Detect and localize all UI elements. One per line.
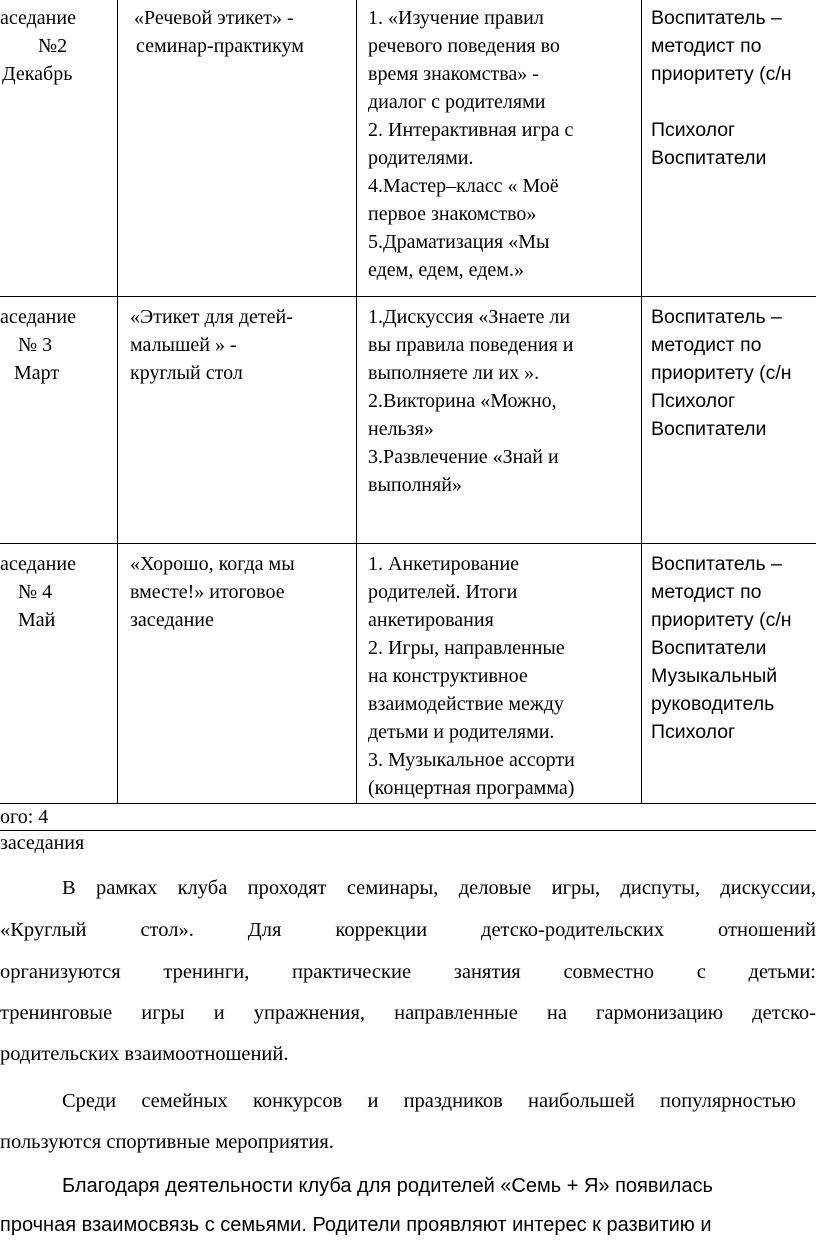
paragraph-line: прочная взаимосвязь с семьями. Родители проявляют интерес к развитию и	[0, 1214, 712, 1236]
table-divider	[356, 0, 357, 803]
meeting-line: № 3	[18, 334, 53, 356]
meeting-cell	[0, 4, 110, 88]
content-line: диалог с родителями	[368, 91, 546, 113]
responsible-cell	[651, 4, 816, 172]
paragraph-line: родительских взаимоотношений.	[0, 1043, 289, 1065]
table-total: ого: 4 заседания	[0, 806, 85, 854]
responsible-cell	[651, 303, 816, 443]
content-line: 3. Музыкальное ассорти	[368, 749, 575, 771]
table-divider	[0, 830, 816, 831]
topic-line: «Этикет для детей-	[130, 306, 293, 328]
content-line: 1. «Изучение правил	[368, 7, 544, 29]
meeting-cell	[0, 550, 110, 634]
responsible-line: Воспитатели	[651, 147, 767, 169]
topic-line: круглый стол	[130, 362, 243, 384]
content-line: первое знакомство»	[368, 203, 537, 225]
content-cell	[368, 550, 630, 802]
content-line: выполняй»	[368, 474, 462, 496]
content-line: (концертная программа)	[368, 777, 575, 799]
responsible-line: Музыкальный	[651, 665, 778, 687]
responsible-line: Психолог	[651, 390, 736, 412]
responsible-line: приоритету (с/н	[651, 63, 792, 85]
paragraph-line: организуются тренинги, практические занятия совместно с детьми:	[0, 961, 816, 983]
content-line: нельзя»	[368, 418, 434, 440]
content-line: едем, едем, едем.»	[368, 259, 524, 281]
paragraph-line: В рамках клуба проходят семинары, деловые игры, диспуты, дискуссии,	[62, 877, 816, 899]
paragraph-line: тренинговые игры и упражнения, направленные на гармонизацию детско-	[0, 1002, 816, 1024]
content-cell	[368, 303, 630, 499]
paragraph-line: Благодаря деятельности клуба для родителей «Семь + Я» появилась	[62, 1175, 713, 1197]
meeting-line: аседание	[0, 553, 76, 575]
content-line: выполняете ли их ».	[368, 362, 540, 384]
responsible-line: Воспитатели	[651, 637, 767, 659]
responsible-line: методист по	[651, 334, 762, 356]
topic-cell	[130, 4, 340, 60]
responsible-line: Воспитатели	[651, 418, 767, 440]
meeting-line: №2	[38, 35, 68, 57]
topic-line: заседание	[130, 609, 214, 631]
responsible-line: Психолог	[651, 721, 736, 743]
responsible-line: методист по	[651, 581, 762, 603]
responsible-line: приоритету (с/н	[651, 362, 792, 384]
content-line: 1.Дискуссия «Знаете ли	[368, 306, 571, 328]
content-line: 1. Анкетирование	[368, 553, 520, 575]
content-line: 2. Игры, направленные	[368, 637, 565, 659]
responsible-line	[651, 88, 816, 116]
paragraph-line: пользуются спортивные мероприятия.	[0, 1131, 334, 1153]
responsible-line: приоритету (с/н	[651, 609, 792, 631]
content-cell	[368, 4, 630, 284]
meeting-line: Март	[14, 362, 60, 384]
content-line: детьми и родителями.	[368, 721, 555, 743]
responsible-line: Воспитатель –	[651, 553, 782, 575]
content-line: 5.Драматизация «Мы	[368, 231, 550, 253]
table-divider	[0, 543, 816, 544]
meeting-line: аседание	[0, 7, 76, 29]
topic-line: «Хорошо, когда мы	[130, 553, 295, 575]
responsible-line: Воспитатель –	[651, 7, 782, 29]
content-line: 2. Интерактивная игра с	[368, 119, 574, 141]
responsible-line: Воспитатель –	[651, 306, 782, 328]
meeting-line: № 4	[18, 581, 53, 603]
responsible-line: Психолог	[651, 119, 736, 141]
content-line: время знакомства» -	[368, 63, 539, 85]
table-divider	[0, 296, 816, 297]
table-divider	[117, 0, 118, 803]
content-line: 4.Мастер–класс « Моё	[368, 175, 559, 197]
content-line: вы правила поведения и	[368, 334, 574, 356]
topic-line: малышей » -	[130, 334, 237, 356]
table-divider	[641, 0, 642, 803]
content-line: 3.Развлечение «Знай и	[368, 446, 559, 468]
meeting-line: Декабрь	[2, 63, 73, 85]
content-line: речевого поведения во	[368, 35, 560, 57]
table-divider	[0, 803, 816, 804]
content-line: взаимодействие между	[368, 693, 564, 715]
topic-line: вместе!» итоговое	[130, 581, 285, 603]
content-line: на конструктивное	[368, 665, 528, 687]
responsible-line: руководитель	[651, 693, 775, 715]
content-line: родителей. Итоги	[368, 581, 518, 603]
topic-cell	[130, 303, 340, 387]
content-line: родителями.	[368, 147, 474, 169]
meeting-line: аседание	[0, 306, 76, 328]
paragraph-line: Среди семейных конкурсов и праздников наибольшей популярностью	[62, 1090, 796, 1112]
content-line: 2.Викторина «Можно,	[368, 390, 557, 412]
topic-cell	[130, 550, 340, 634]
paragraph-line: «Круглый стол». Для коррекции детско-родительских отношений	[0, 919, 816, 941]
topic-line: семинар-практикум	[136, 35, 304, 57]
responsible-cell	[651, 550, 816, 746]
responsible-line: методист по	[651, 35, 762, 57]
meeting-line: Май	[18, 609, 56, 631]
content-line: анкетирования	[368, 609, 494, 631]
topic-line: «Речевой этикет» -	[134, 7, 294, 29]
meeting-cell	[0, 303, 110, 387]
